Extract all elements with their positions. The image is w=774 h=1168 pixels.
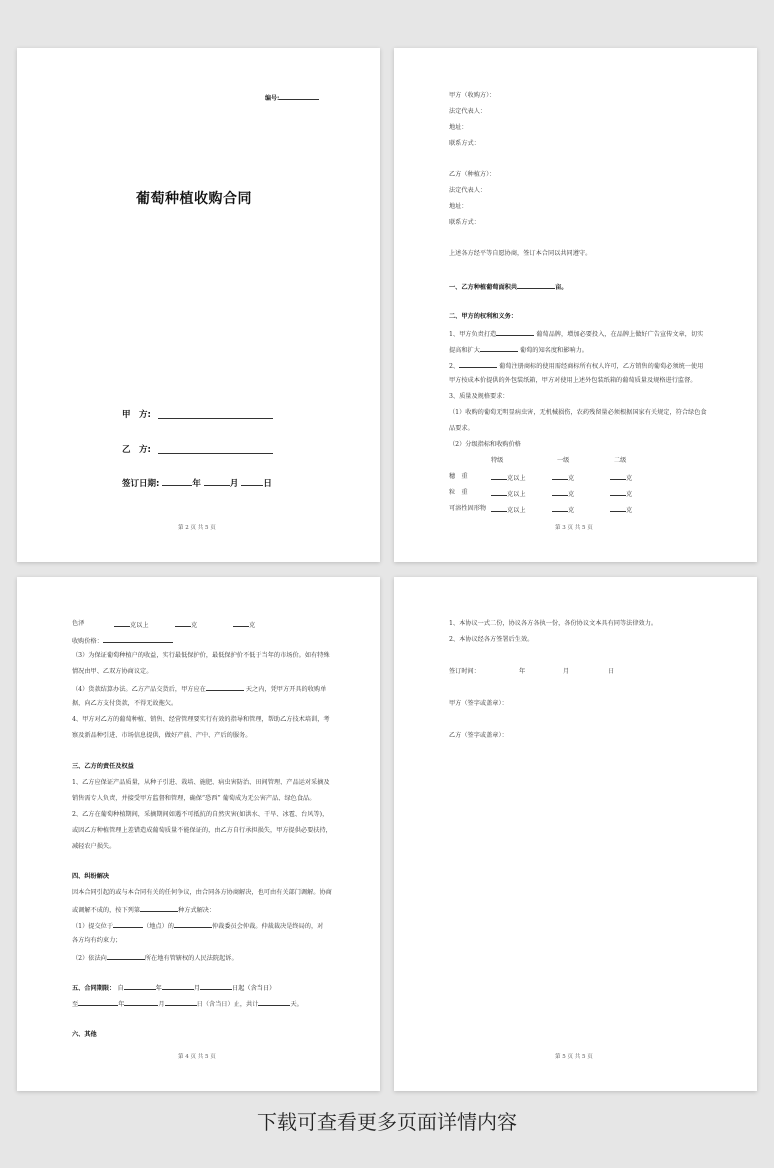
clause-2-3-3-cont: 情况由甲、乙双方协商议定。 xyxy=(72,668,153,675)
purchase-price: 收购价格： xyxy=(72,636,173,646)
clause-3-1-cont: 销售需专人负责，并接受甲方监督和管理，确保“恐西” 葡萄成为无公害产品、绿色食品。 xyxy=(72,795,316,802)
party-b-label: 乙 方: xyxy=(122,445,151,455)
clause-2-1-cont xyxy=(449,345,588,355)
clause-2-1-c: 提高和扩大 xyxy=(449,347,480,354)
clause-2-1-b: 葡萄品牌，增加必要投入，在品牌上做好广告宣传文章，切实 xyxy=(536,331,704,338)
party-b-address: 地址： xyxy=(449,203,468,210)
grade-row-cell: 克 xyxy=(610,489,632,499)
party-a-rep: 法定代表人： xyxy=(449,108,487,115)
clause-4-intro: 因本合同引起的或与本合同有关的任何争议，由合同各方协商解决，也可由有关部门调解。协商 xyxy=(72,889,332,896)
year-label: 年 xyxy=(192,479,201,489)
clause-4-1-cont: 各方均有约束力； xyxy=(72,937,122,944)
serial-number-blank xyxy=(279,93,319,100)
color-row-cell: 克以上 xyxy=(114,620,149,630)
page-number: 第 4 页 共 5 页 xyxy=(178,1054,216,1060)
clause-4-2: （2）依法向 所在地有管辖权的人民法院起诉。 xyxy=(72,955,238,962)
clause-1-text: 一、乙方种植葡萄面积共 xyxy=(449,284,518,291)
party-a-blank xyxy=(158,418,273,419)
month-label: 月 xyxy=(229,479,239,489)
grade-header-first: 一级 xyxy=(557,457,570,464)
month-blank xyxy=(204,479,230,486)
clause-2-3-3: （3）为保证葡萄种植户的收益，实行最低保护价，最低保护价不低于当年的市场价。如有特殊 xyxy=(72,652,330,659)
contract-page-3 xyxy=(394,48,757,562)
signing-month: 月 xyxy=(563,668,570,675)
brand-blank-2 xyxy=(480,345,518,352)
party-b-blank xyxy=(158,453,273,454)
clause-2-3-1: （1）收购的葡萄无明显病虫害，无机械损伤，农药残留量必须根据国家有关规定，符合绿色食 xyxy=(449,409,707,416)
color-row-label: 色泽 xyxy=(72,620,85,627)
clause-2-4: 4、甲方对乙方的葡萄种植、销售、经营管理要实行有效的指导和管理，帮助乙方技术培训，考 xyxy=(72,716,330,723)
party-a-contact: 联系方式： xyxy=(449,140,480,147)
grade-row-cell: 克 xyxy=(552,489,574,499)
contract-title: 葡萄种植收购合同 xyxy=(136,191,252,207)
clause-2-2 xyxy=(449,361,703,371)
contract-page-2 xyxy=(17,48,380,562)
clause-2-3-1-cont: 品要求。 xyxy=(449,425,474,432)
color-row-cell: 克 xyxy=(233,620,255,630)
party-a-label: 甲 方: xyxy=(122,410,151,420)
party-b-contact: 联系方式： xyxy=(449,219,480,226)
grade-row-cell: 克 xyxy=(552,473,574,483)
party-b-heading: 乙方（种植方）： xyxy=(449,171,496,178)
clause-1 xyxy=(449,282,567,292)
grade-row-cell: 克 xyxy=(610,505,632,515)
page-number: 第 2 页 共 5 页 xyxy=(178,525,216,531)
section-2-heading: 二、甲方的权利和义务： xyxy=(449,313,518,320)
signing-time-label: 签订时间： xyxy=(449,668,480,675)
section-5-heading: 五、合同期限： 自 年 月 日起（含当日） xyxy=(72,985,276,992)
party-a-heading: 甲方（收购方）： xyxy=(449,92,496,99)
day-blank xyxy=(241,479,263,486)
grade-row-cell: 克以上 xyxy=(491,473,526,483)
clause-2-3-2: （2）分级指标和收购价格 xyxy=(449,441,521,448)
download-caption: 下载可查看更多页面详情内容 xyxy=(257,1110,517,1134)
trademark-blank xyxy=(459,361,497,368)
clause-4-choice: 或调解不成的，按下列第 种方式解决： xyxy=(72,907,216,914)
grade-row-label: 粒 重 xyxy=(449,489,468,496)
clause-2-2-b: 葡萄注册商标的使用需经商标所有权人许可，乙方销售的葡萄必须统一使用 xyxy=(499,363,704,370)
grade-header-second: 二级 xyxy=(614,457,627,464)
page-number: 第 5 页 共 5 页 xyxy=(555,1054,593,1060)
party-a-signature: 甲方（签字或盖章）： xyxy=(449,700,508,707)
clause-2-2-a: 2、 xyxy=(449,363,460,370)
party-a-address: 地址： xyxy=(449,124,468,131)
clause-1-unit: 亩。 xyxy=(555,284,568,291)
party-b-rep: 法定代表人： xyxy=(449,187,487,194)
serial-label-text: 编号: xyxy=(265,95,280,102)
clause-2-3: 3、质量及规格要求： xyxy=(449,393,509,400)
clause-4-1: （1）提交位于 （地点）的 仲裁委员会仲裁。仲裁裁决是终局的，对 xyxy=(72,923,324,930)
clause-2-1-d: 葡萄的知名度和影响力。 xyxy=(519,347,588,354)
signing-day: 日 xyxy=(608,668,615,675)
clause-3-1: 1、乙方应保证产品质量，从种子引进、栽培、施肥、病虫害防治、田间管理、产品运对采摘及 xyxy=(72,779,330,786)
clause-6-1: 1、本协议一式二份，协议各方各执一份，各份协议文本具有同等法律效力。 xyxy=(449,620,658,627)
clause-6-2: 2、本协议经各方签署后生效。 xyxy=(449,636,534,643)
sign-date-label: 签订日期: xyxy=(122,479,160,489)
day-label: 日 xyxy=(263,479,272,489)
section-3-heading: 三、乙方的责任及权益 xyxy=(72,763,134,770)
clause-2-3-4: （4）货款结算办法。乙方产品交货后，甲方应在 天之内，凭甲方开具的收购单 xyxy=(72,686,327,693)
clause-3-2: 2、乙方在葡萄种植期间，采摘期间如遇不可抵抗的自然灾害(如洪水、干旱、冰雹、台风等)， xyxy=(72,811,329,818)
year-blank xyxy=(162,479,192,486)
grade-row-label: 穗 重 xyxy=(449,473,468,480)
preamble: 上述各方经平等自愿协商，签订本合同以共同遵守。 xyxy=(449,250,592,257)
clause-2-1 xyxy=(449,329,703,339)
clause-2-4-cont: 察及新品种引进、市场信息提供，做好产前、产中、产后的服务。 xyxy=(72,732,252,739)
sign-date-row xyxy=(122,477,272,489)
brand-blank xyxy=(496,329,534,336)
clause-3-2-end: 减轻农户损失。 xyxy=(72,843,116,850)
grade-header-special: 特级 xyxy=(491,457,504,464)
area-blank xyxy=(517,282,555,289)
signing-year: 年 xyxy=(519,668,526,675)
grade-row-label: 可溶性固形物 xyxy=(449,505,487,512)
party-b-signature: 乙方（签字或盖章）： xyxy=(449,732,508,739)
grade-row-cell: 克 xyxy=(610,473,632,483)
clause-2-3-4-cont: 据，向乙方支付货款，不得无故拖欠。 xyxy=(72,700,178,707)
grade-row-cell: 克以上 xyxy=(491,505,526,515)
section-6-heading: 六、其他 xyxy=(72,1031,97,1038)
section-4-heading: 四、纠纷解决 xyxy=(72,873,110,880)
clause-3-2-cont: 或因乙方种植管理上差错造成葡萄质量不能保证的，由乙方自行承担损失，甲方提供必要扶持， xyxy=(72,827,332,834)
contract-term-end: 至 年 月 日（含当日）止，共计 天。 xyxy=(72,1001,303,1008)
serial-number-label xyxy=(265,93,319,102)
page-number: 第 3 页 共 5 页 xyxy=(555,525,593,531)
color-row-cell: 克 xyxy=(175,620,197,630)
grade-row-cell: 克 xyxy=(552,505,574,515)
contract-page-5 xyxy=(394,577,757,1091)
clause-2-2-cont: 甲方按成本价提供的外包装纸箱，甲方对使用上述外包装纸箱的葡萄质量及规格进行监督。 xyxy=(449,377,697,384)
grade-row-cell: 克以上 xyxy=(491,489,526,499)
clause-2-1-a: 1、甲方负责打造 xyxy=(449,331,497,338)
contract-page-4 xyxy=(17,577,380,1091)
